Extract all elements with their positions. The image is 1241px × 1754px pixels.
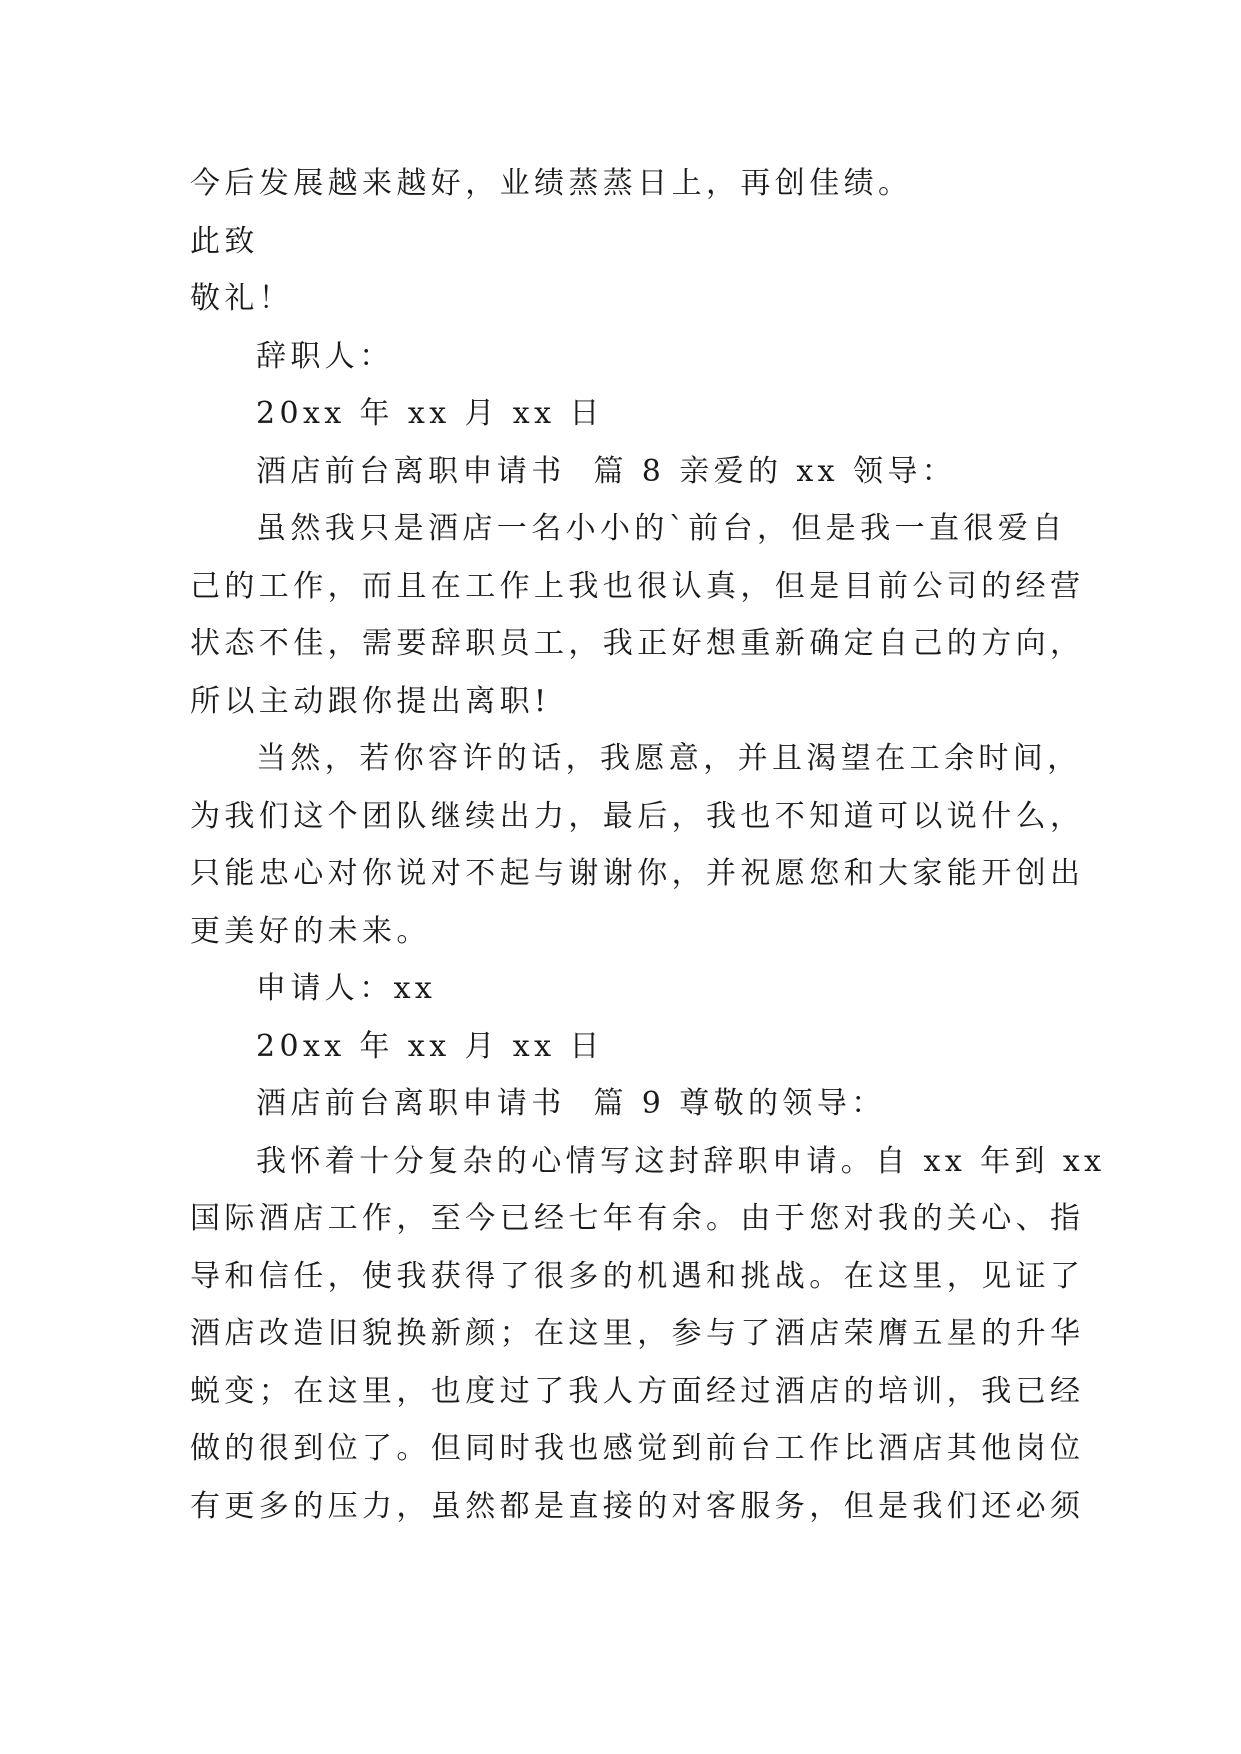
text-line: 导和信任，使我获得了很多的机遇和挑战。在这里，见证了 <box>190 1258 1085 1294</box>
text-line: 只能忠心对你说对不起与谢谢你，并祝愿您和大家能开创出 <box>190 856 1085 891</box>
text-line: 辞职人： <box>256 338 394 374</box>
text-line: 国际酒店工作，至今已经七年有余。由于您对我的关心、指 <box>190 1201 1085 1236</box>
text-line: 当然，若你容许的话，我愿意，并且渴望在工余时间， <box>256 741 1082 776</box>
text-line: 为我们这个团队继续出力，最后，我也不知道可以说什么， <box>190 798 1085 834</box>
text-line: 此致 <box>190 223 259 259</box>
text-line: 做的很到位了。但同时我也感觉到前台工作比酒店其他岗位 <box>190 1431 1085 1466</box>
text-line: 有更多的压力，虽然都是直接的对客服务，但是我们还必须 <box>190 1488 1085 1524</box>
text-line: 20xx 年 xx 月 xx 日 <box>256 396 604 431</box>
text-line: 今后发展越来越好，业绩蒸蒸日上，再创佳绩。 <box>190 166 913 201</box>
text-line: 酒店改造旧貌换新颜；在这里，参与了酒店荣膺五星的升华 <box>190 1316 1085 1351</box>
text-line: 己的工作，而且在工作上我也很认真，但是目前公司的经营 <box>190 568 1085 604</box>
text-line: 酒店前台离职申请书 篇 8 亲爱的 xx 领导： <box>256 453 957 489</box>
text-line: 状态不佳，需要辞职员工，我正好想重新确定自己的方向， <box>190 626 1085 661</box>
text-line: 蜕变；在这里，也度过了我人方面经过酒店的培训，我已经 <box>190 1373 1085 1409</box>
text-line: 酒店前台离职申请书 篇 9 尊敬的领导： <box>256 1086 886 1121</box>
text-line: 敬礼！ <box>190 281 294 316</box>
text-line: 虽然我只是酒店一名小小的`前台，但是我一直很爱自 <box>256 511 1067 546</box>
text-line: 更美好的未来。 <box>190 913 431 949</box>
text-line: 所以主动跟你提出离职! <box>190 683 551 719</box>
document-body <box>190 155 1106 1535</box>
text-line: 申请人：xx <box>256 971 437 1006</box>
text-line: 我怀着十分复杂的心情写这封辞职申请。自 xx 年到 xx <box>256 1143 1106 1179</box>
text-line: 20xx 年 xx 月 xx 日 <box>256 1028 604 1064</box>
